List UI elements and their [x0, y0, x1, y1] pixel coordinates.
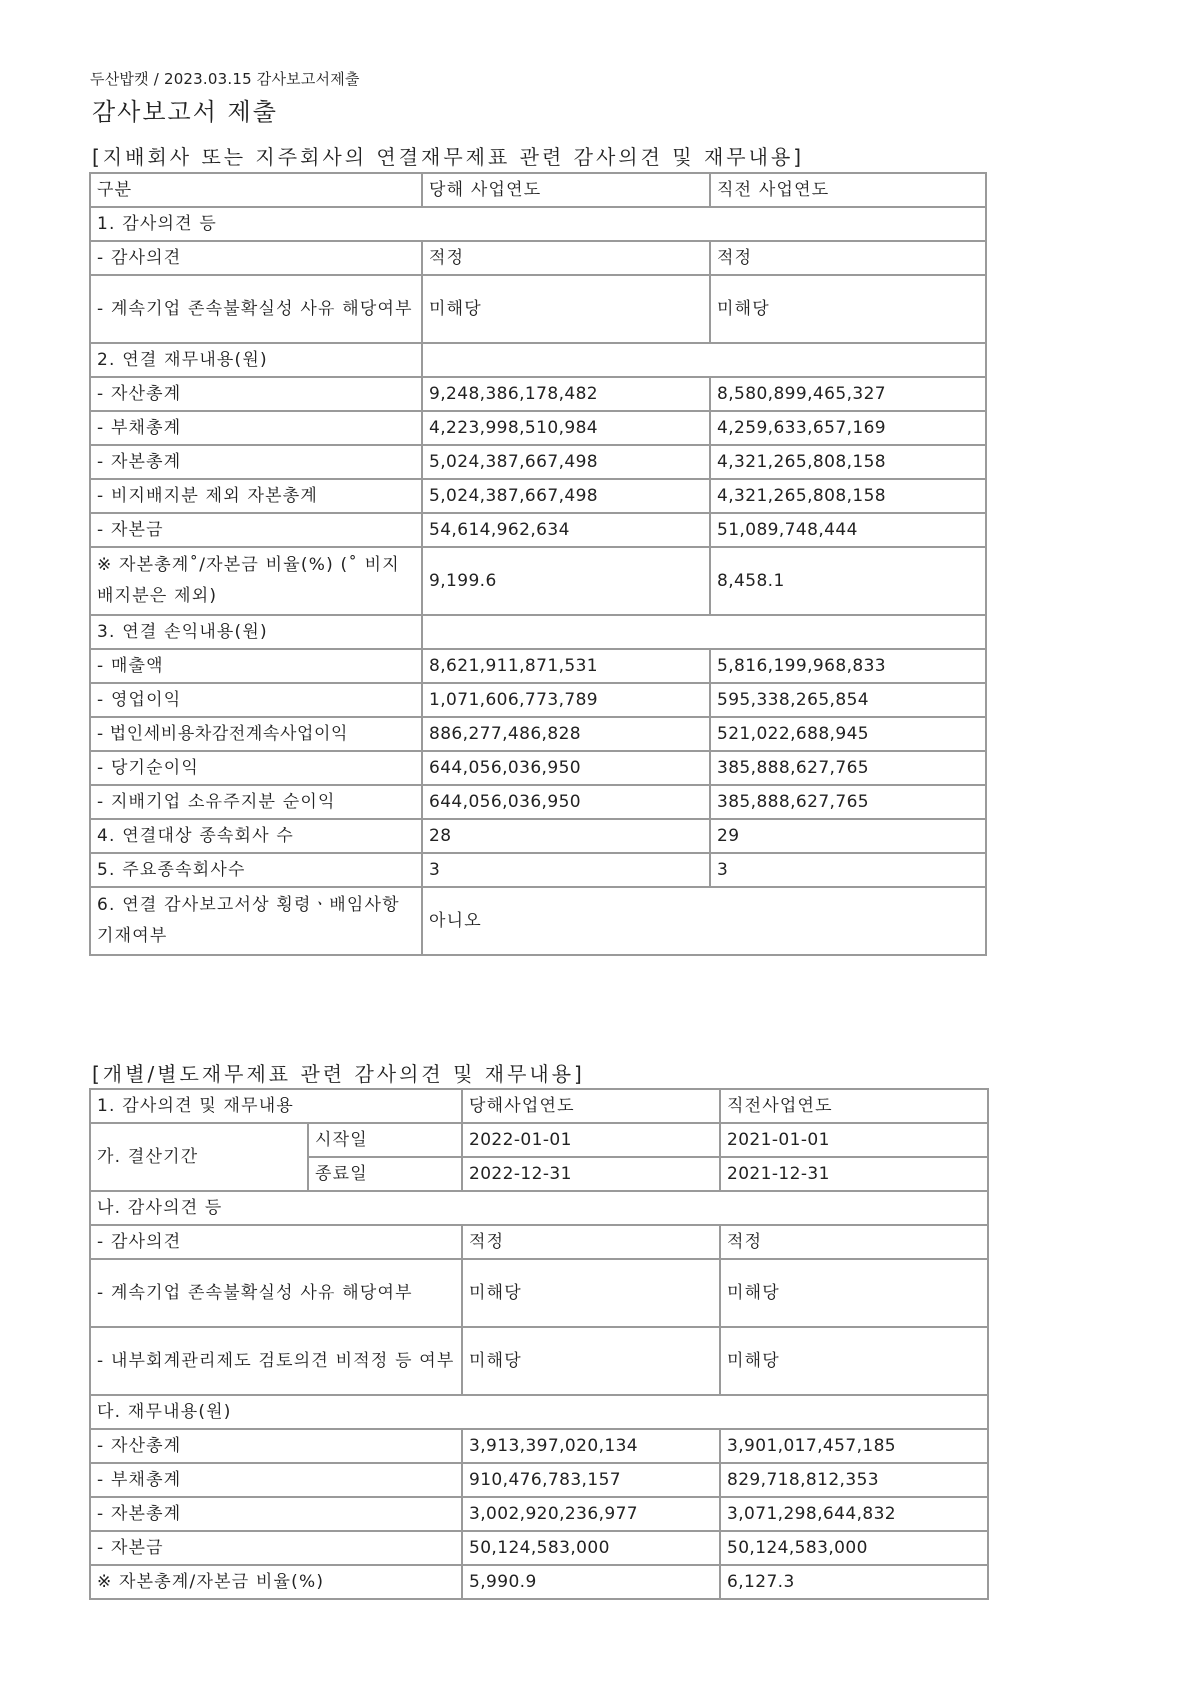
current-value: 5,024,387,667,498: [422, 445, 710, 479]
column-header-prior: 직전 사업연도: [710, 173, 986, 207]
table-row: [90, 547, 986, 615]
row-label: - 부채총계: [90, 1463, 462, 1497]
prior-value: 미해당: [710, 275, 986, 343]
embezzlement-value: 아니오: [422, 887, 986, 955]
table-header-row: [90, 1089, 988, 1123]
prior-value: 3,901,017,457,185: [720, 1429, 988, 1463]
table-row: [90, 207, 986, 241]
column-header-category: 구분: [90, 173, 422, 207]
page-title: 감사보고서 제출: [92, 98, 278, 126]
table-row: [90, 513, 986, 547]
current-value: 미해당: [422, 275, 710, 343]
prior-value: 4,259,633,657,169: [710, 411, 986, 445]
prior-value: 5,816,199,968,833: [710, 649, 986, 683]
column-header-current: 당해 사업연도: [422, 173, 710, 207]
table-row: [90, 445, 986, 479]
row-label: - 자본금: [90, 1531, 462, 1565]
prior-value: 6,127.3: [720, 1565, 988, 1599]
prior-value: 4,321,265,808,158: [710, 445, 986, 479]
row-label: - 자산총계: [90, 1429, 462, 1463]
current-value: 3,913,397,020,134: [462, 1429, 720, 1463]
row-label: - 영업이익: [90, 683, 422, 717]
prior-value: 50,124,583,000: [720, 1531, 988, 1565]
current-value: 적정: [422, 241, 710, 275]
current-value: 28: [422, 819, 710, 853]
current-value: 9,199.6: [422, 547, 710, 615]
table-row: [90, 785, 986, 819]
prior-value: 829,718,812,353: [720, 1463, 988, 1497]
prior-value: 적정: [720, 1225, 988, 1259]
group-label: 다. 재무내용(원): [90, 1395, 988, 1429]
row-label: - 자본총계: [90, 445, 422, 479]
table-row: [90, 1497, 988, 1531]
consolidated-section-title: [지배회사 또는 지주회사의 연결재무제표 관련 감사의견 및 재무내용]: [92, 145, 805, 169]
prior-value: 8,458.1: [710, 547, 986, 615]
empty-cell: [422, 615, 986, 649]
row-label: - 당기순이익: [90, 751, 422, 785]
table-row: [90, 649, 986, 683]
current-value: 54,614,962,634: [422, 513, 710, 547]
table-row: [90, 241, 986, 275]
current-value: 5,024,387,667,498: [422, 479, 710, 513]
table-row: [90, 1225, 988, 1259]
group-label: 나. 감사의견 등: [90, 1191, 988, 1225]
period-label: 가. 결산기간: [90, 1123, 308, 1191]
row-label: - 감사의견: [90, 241, 422, 275]
prior-value: 3,071,298,644,832: [720, 1497, 988, 1531]
table-row: [90, 1531, 988, 1565]
group-label: 1. 감사의견 등: [90, 207, 986, 241]
prior-value: 2021-01-01: [720, 1123, 988, 1157]
current-value: 8,621,911,871,531: [422, 649, 710, 683]
table-row: [90, 1463, 988, 1497]
row-label: 4. 연결대상 종속회사 수: [90, 819, 422, 853]
table-row: [90, 275, 986, 343]
table-row: [90, 1429, 988, 1463]
current-value: 2022-01-01: [462, 1123, 720, 1157]
current-value: 미해당: [462, 1327, 720, 1395]
current-value: 미해당: [462, 1259, 720, 1327]
row-label: 종료일: [308, 1157, 462, 1191]
prior-value: 2021-12-31: [720, 1157, 988, 1191]
current-value: 2022-12-31: [462, 1157, 720, 1191]
table-row: [90, 1191, 988, 1225]
row-label: - 자산총계: [90, 377, 422, 411]
current-value: 3: [422, 853, 710, 887]
table-row: [90, 615, 986, 649]
group-label: 3. 연결 손익내용(원): [90, 615, 422, 649]
row-label: - 부채총계: [90, 411, 422, 445]
table-row: [90, 411, 986, 445]
current-value: 3,002,920,236,977: [462, 1497, 720, 1531]
row-label: - 감사의견: [90, 1225, 462, 1259]
prior-value: 미해당: [720, 1327, 988, 1395]
row-label: 시작일: [308, 1123, 462, 1157]
prior-value: 3: [710, 853, 986, 887]
column-header-current: 당해사업연도: [462, 1089, 720, 1123]
row-label: ※ 자본총계/자본금 비율(%): [90, 1565, 462, 1599]
row-label: 6. 연결 감사보고서상 횡령ㆍ배임사항 기재여부: [90, 887, 422, 955]
table-row: [90, 853, 986, 887]
table-row: [90, 343, 986, 377]
table-row: [90, 683, 986, 717]
row-label: - 내부회계관리제도 검토의견 비적정 등 여부: [90, 1327, 462, 1395]
current-value: 적정: [462, 1225, 720, 1259]
current-value: 1,071,606,773,789: [422, 683, 710, 717]
prior-value: 적정: [710, 241, 986, 275]
current-value: 886,277,486,828: [422, 717, 710, 751]
table-row: [90, 1395, 988, 1429]
separate-section-title: [개별/별도재무제표 관련 감사의견 및 재무내용]: [92, 1062, 585, 1086]
current-value: 910,476,783,157: [462, 1463, 720, 1497]
table-row: [90, 717, 986, 751]
prior-value: 51,089,748,444: [710, 513, 986, 547]
row-label: - 자본금: [90, 513, 422, 547]
prior-value: 8,580,899,465,327: [710, 377, 986, 411]
table-row: [90, 819, 986, 853]
prior-value: 595,338,265,854: [710, 683, 986, 717]
prior-value: 29: [710, 819, 986, 853]
row-label: ※ 자본총계˚/자본금 비율(%) (˚ 비지배지분은 제외): [90, 547, 422, 615]
disclosure-subtitle: 두산밥캣 / 2023.03.15 감사보고서제출: [90, 70, 360, 88]
row-label: - 계속기업 존속불확실성 사유 해당여부: [90, 275, 422, 343]
table-row: [90, 1565, 988, 1599]
row-label: - 법인세비용차감전계속사업이익: [90, 717, 422, 751]
table-row: [90, 1259, 988, 1327]
prior-value: 4,321,265,808,158: [710, 479, 986, 513]
separate-table: [89, 1088, 989, 1600]
prior-value: 521,022,688,945: [710, 717, 986, 751]
table-row: [90, 1327, 988, 1395]
prior-value: 미해당: [720, 1259, 988, 1327]
table-row: [90, 1123, 988, 1157]
column-header-prior: 직전사업연도: [720, 1089, 988, 1123]
current-value: 644,056,036,950: [422, 785, 710, 819]
table-row: [90, 377, 986, 411]
prior-value: 385,888,627,765: [710, 785, 986, 819]
current-value: 5,990.9: [462, 1565, 720, 1599]
table-row: [90, 751, 986, 785]
group-label: 2. 연결 재무내용(원): [90, 343, 422, 377]
row-label: - 지배기업 소유주지분 순이익: [90, 785, 422, 819]
prior-value: 385,888,627,765: [710, 751, 986, 785]
row-label: - 비지배지분 제외 자본총계: [90, 479, 422, 513]
current-value: 9,248,386,178,482: [422, 377, 710, 411]
row-label: - 계속기업 존속불확실성 사유 해당여부: [90, 1259, 462, 1327]
table-row: [90, 479, 986, 513]
row-label: - 매출액: [90, 649, 422, 683]
current-value: 4,223,998,510,984: [422, 411, 710, 445]
current-value: 50,124,583,000: [462, 1531, 720, 1565]
consolidated-table: [89, 172, 987, 956]
table-header-row: [90, 173, 986, 207]
row-label: 5. 주요종속회사수: [90, 853, 422, 887]
row-label: - 자본총계: [90, 1497, 462, 1531]
current-value: 644,056,036,950: [422, 751, 710, 785]
column-header-category: 1. 감사의견 및 재무내용: [90, 1089, 462, 1123]
empty-cell: [422, 343, 986, 377]
table-row: [90, 887, 986, 955]
